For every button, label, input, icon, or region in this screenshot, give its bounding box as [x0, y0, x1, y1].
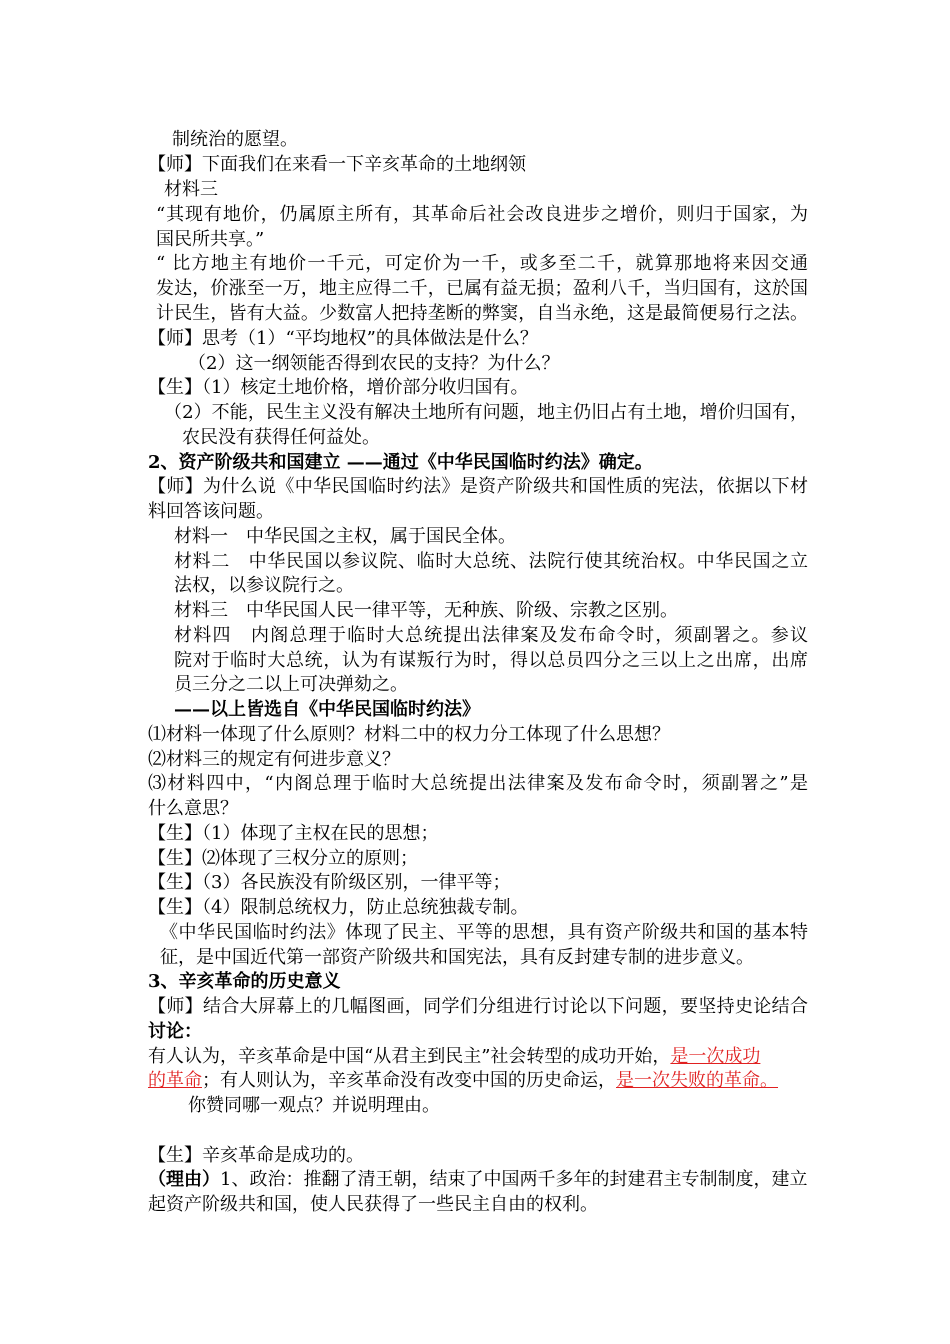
question-line: 什么意思？ — [148, 798, 238, 819]
discussion-label: 讨论： — [148, 1021, 202, 1042]
teacher-line: 【师】下面我们在来看一下辛亥革命的土地纲领 — [148, 154, 526, 175]
highlight-failure: 是一次失败的革命。 — [616, 1070, 778, 1091]
question-line: ⑶材料四中，“内阁总理于临时大总统提出法律案及发布命令时，须副署之”是 — [148, 773, 808, 794]
student-line: 【生】（1）体现了主权在民的思想； — [148, 823, 439, 844]
quote-line: “ 比方地主有地价一千元，可定价为一千，或多至二千，就算那地将来因交通 — [156, 253, 808, 274]
material-line: 法权，以参议院行之。 — [174, 575, 354, 596]
section-heading: 2、资产阶级共和国建立 ——通过《中华民国临时约法》确定。 — [148, 452, 653, 473]
section-heading: 3、辛亥革命的历史意义 — [148, 971, 341, 992]
student-line: 【生】（4）限制总统权力，防止总统独裁专制。 — [148, 897, 529, 918]
reason-line — [148, 1168, 808, 1193]
source-line: ——以上皆选自《中华民国临时约法》 — [174, 699, 480, 720]
quote-line: 发达，价涨至一万，地主应得二千，已属有益无损；盈利八千，当归国有，这於国 — [156, 278, 808, 299]
summary-line: 《中华民国临时约法》体现了民主、平等的思想，具有资产阶级共和国的基本特 — [160, 922, 808, 943]
quote-line: 计民生，皆有大益。少数富人把持垄断的弊窦，自当永绝，这是最简便易行之法。 — [156, 303, 808, 324]
material-label: 材料三 — [164, 179, 218, 200]
quote-line: “其现有地价，仍属原主所有，其革命后社会改良进步之增价，则归于国家，为 — [156, 204, 808, 225]
quote-line: 国民所共享。” — [156, 229, 265, 250]
answer-line: （2）不能，民生主义没有解决土地所有问题，地主仍旧占有土地，增价归国有， — [164, 402, 808, 423]
highlight-success: 是一次成功 — [670, 1046, 761, 1067]
material-line: 材料一 中华民国之主权，属于国民全体。 — [174, 526, 516, 547]
question-line: ⑴材料一体现了什么原则？材料二中的权力分工体现了什么思想？ — [148, 724, 670, 745]
material-line: 员三分之二以上可决弹劾之。 — [174, 674, 408, 695]
discussion-line — [148, 1045, 808, 1070]
discussion-text: 有人认为，辛亥革命是中国“从君主到民主”社会转型的成功开始， — [148, 1046, 671, 1067]
material-line: 院对于临时大总统，认为有谋叛行为时，得以总员四分之三以上之出席，出席 — [174, 650, 808, 671]
discussion-text: ；有人则认为，辛亥革命没有改变中国的历史命运， — [202, 1070, 616, 1091]
student-line: 【生】辛亥革命是成功的。 — [148, 1145, 364, 1166]
student-line: 【生】⑵体现了三权分立的原则； — [148, 848, 418, 869]
question-line: 你赞同哪一观点？并说明理由。 — [188, 1095, 440, 1116]
student-line: 【生】（3）各民族没有阶级区别，一律平等； — [148, 872, 511, 893]
question-line: ⑵材料三的规定有何进步意义？ — [148, 749, 400, 770]
summary-line: 征，是中国近代第一部资产阶级共和国宪法，具有反封建专制的进步意义。 — [160, 947, 754, 968]
reason-text: 1、政治：推翻了清王朝，结束了中国两千多年的封建君主专制制度，建立 — [220, 1169, 808, 1190]
reason-line: 起资产阶级共和国，使人民获得了一些民主自由的权利。 — [148, 1194, 598, 1215]
teacher-line: 【师】为什么说《中华民国临时约法》是资产阶级共和国性质的宪法，依据以下材 — [148, 476, 808, 497]
student-line: 【生】（1）核定土地价格，增价部分收归国有。 — [148, 377, 529, 398]
question-line: （2）这一纲领能否得到农民的支持？为什么？ — [188, 353, 560, 374]
material-line: 材料二 中华民国以参议院、临时大总统、法院行使其统治权。中华民国之立 — [174, 551, 808, 572]
material-line: 材料四 内阁总理于临时大总统提出法律案及发布命令时，须副署之。参议 — [174, 625, 808, 646]
teacher-line: 【师】思考（1）“平均地权”的具体做法是什么？ — [148, 328, 538, 349]
discussion-line — [148, 1069, 808, 1094]
text-line: 料回答该问题。 — [148, 501, 274, 522]
material-line: 材料三 中华民国人民一律平等，无种族、阶级、宗教之区别。 — [174, 600, 678, 621]
answer-line: 农民没有获得任何益处。 — [182, 427, 380, 448]
text-line: 制统治的愿望。 — [172, 129, 298, 150]
highlight-success: 的革命 — [148, 1070, 202, 1091]
teacher-line: 【师】结合大屏幕上的几幅图画，同学们分组进行讨论以下问题，要坚持史论结合 — [148, 996, 808, 1017]
reason-label: （理由） — [148, 1169, 220, 1190]
